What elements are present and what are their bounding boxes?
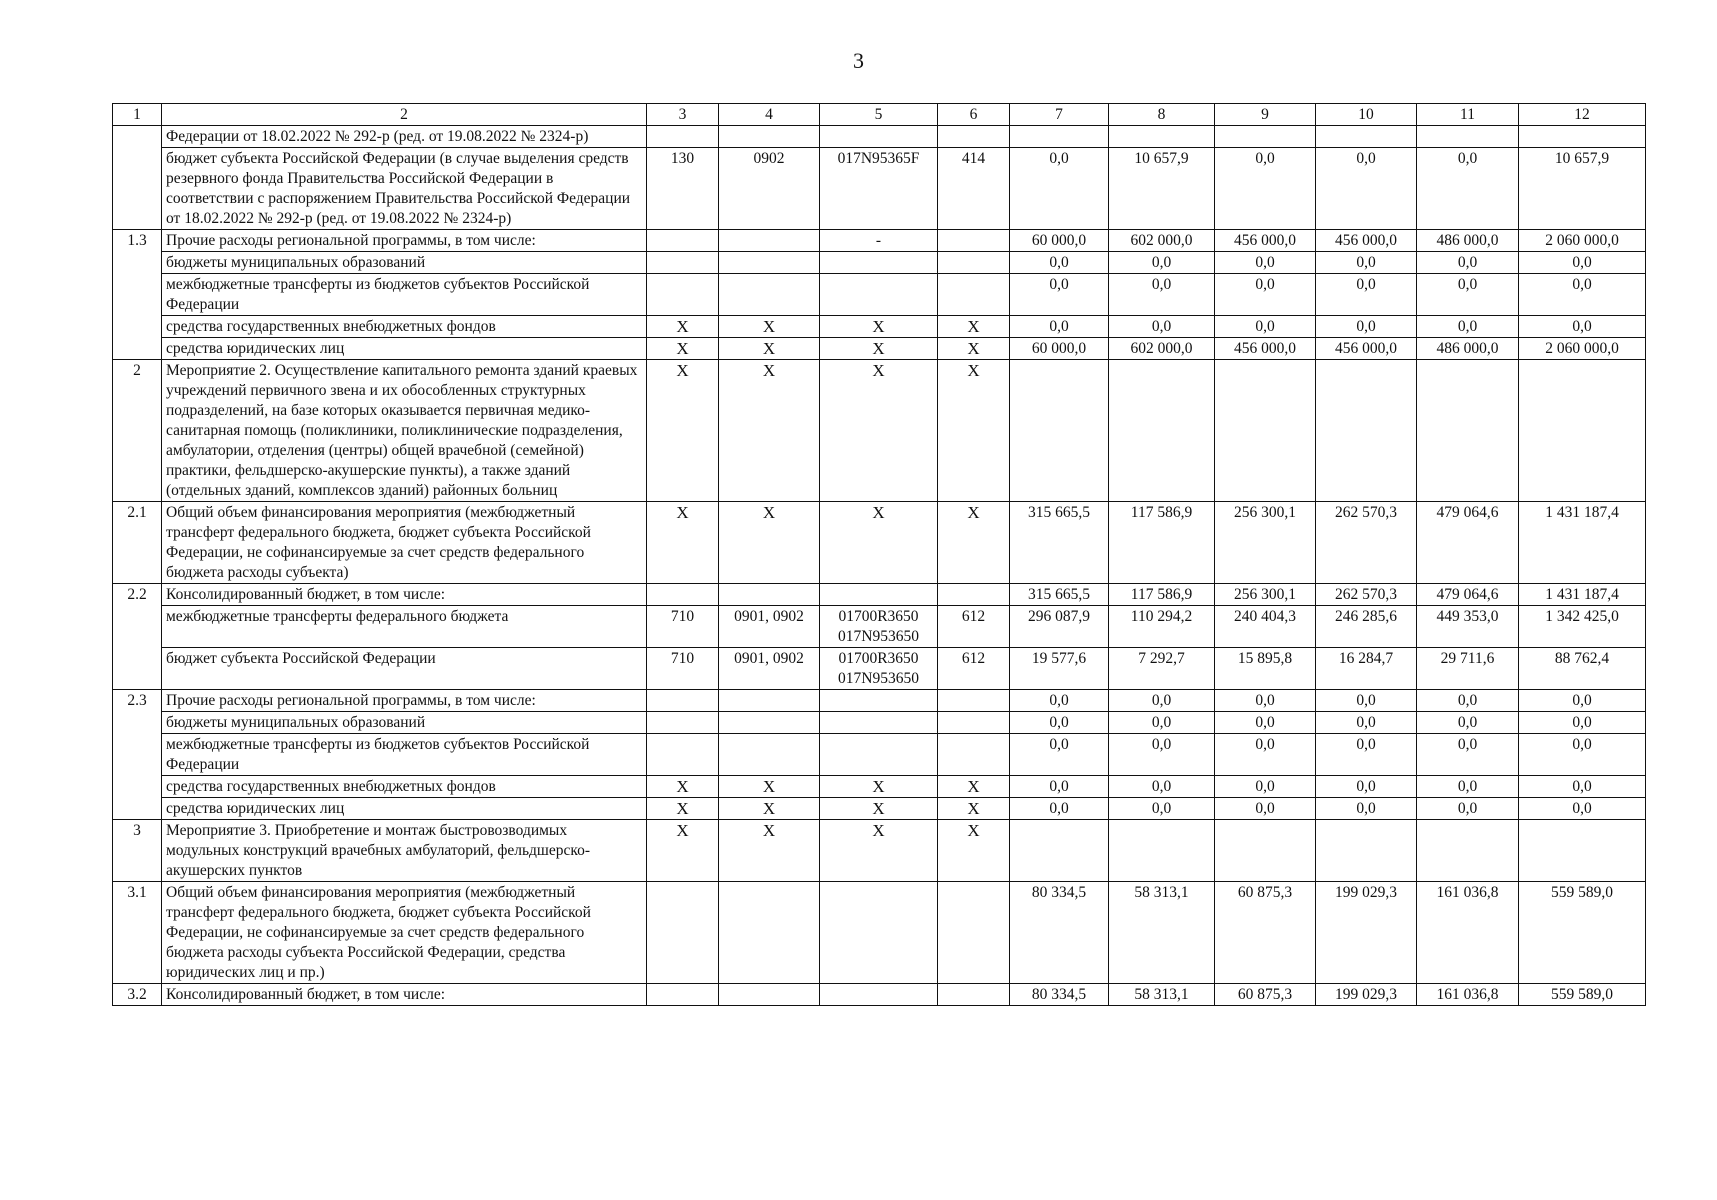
value-cell: 0,0	[1010, 776, 1109, 798]
value-cell: 0,0	[1215, 316, 1316, 338]
row-name-cell: Консолидированный бюджет, в том числе:	[162, 584, 647, 606]
table-header-row	[113, 104, 1646, 126]
value-cell: 0,0	[1519, 798, 1646, 820]
value-cell: 0,0	[1010, 252, 1109, 274]
value-cell: 10 657,9	[1519, 148, 1646, 230]
value-cell: 0,0	[1316, 148, 1417, 230]
value-cell: 0,0	[1215, 776, 1316, 798]
value-cell: 2 060 000,0	[1519, 338, 1646, 360]
table-row	[113, 230, 1646, 252]
value-cell: 0,0	[1109, 690, 1215, 712]
value-cell: 0,0	[1010, 274, 1109, 316]
value-cell: 80 334,5	[1010, 984, 1109, 1006]
value-cell: 315 665,5	[1010, 584, 1109, 606]
value-cell	[1417, 360, 1519, 502]
header-cell: 9	[1215, 104, 1316, 126]
row-number-cell: 2.2	[113, 584, 162, 690]
value-cell	[1215, 360, 1316, 502]
code-cell-c3	[647, 690, 719, 712]
value-cell: 0,0	[1010, 712, 1109, 734]
value-cell: 117 586,9	[1109, 502, 1215, 584]
value-cell: 456 000,0	[1215, 338, 1316, 360]
value-cell: 0,0	[1316, 798, 1417, 820]
code-cell-c4	[719, 584, 820, 606]
row-number-cell: 2.3	[113, 690, 162, 820]
code-cell-c4: X	[719, 502, 820, 584]
header-cell: 6	[938, 104, 1010, 126]
code-cell-c6: X	[938, 338, 1010, 360]
value-cell: 88 762,4	[1519, 648, 1646, 690]
value-cell: 0,0	[1010, 690, 1109, 712]
row-number-cell: 3.1	[113, 882, 162, 984]
row-name-cell: Мероприятие 3. Приобретение и монтаж быстровозводимых модульных конструкций врачебных амбулаторий, фельдшерско-акушерских пунктов	[162, 820, 647, 882]
table-row	[113, 274, 1646, 316]
value-cell: 0,0	[1417, 316, 1519, 338]
code-cell-c5	[820, 712, 938, 734]
code-cell-c4	[719, 274, 820, 316]
value-cell: 0,0	[1215, 798, 1316, 820]
value-cell: 0,0	[1109, 798, 1215, 820]
row-name-cell: межбюджетные трансферты из бюджетов субъектов Российской Федерации	[162, 734, 647, 776]
code-cell-c4: X	[719, 360, 820, 502]
value-cell: 15 895,8	[1215, 648, 1316, 690]
value-cell: 60 875,3	[1215, 984, 1316, 1006]
value-cell: 29 711,6	[1417, 648, 1519, 690]
code-cell-c4: 0901, 0902	[719, 648, 820, 690]
value-cell	[1519, 360, 1646, 502]
value-cell: 161 036,8	[1417, 984, 1519, 1006]
header-cell: 7	[1010, 104, 1109, 126]
code-cell-c6	[938, 126, 1010, 148]
table-row	[113, 648, 1646, 690]
value-cell: 0,0	[1109, 776, 1215, 798]
value-cell: 0,0	[1316, 690, 1417, 712]
code-cell-c6: 612	[938, 648, 1010, 690]
table-row	[113, 606, 1646, 648]
row-name-cell: средства государственных внебюджетных фондов	[162, 316, 647, 338]
table-row	[113, 338, 1646, 360]
code-cell-c4	[719, 882, 820, 984]
header-cell: 10	[1316, 104, 1417, 126]
row-name-cell: межбюджетные трансферты из бюджетов субъектов Российской Федерации	[162, 274, 647, 316]
value-cell: 117 586,9	[1109, 584, 1215, 606]
value-cell: 60 875,3	[1215, 882, 1316, 984]
value-cell: 1 431 187,4	[1519, 584, 1646, 606]
row-name-cell: средства юридических лиц	[162, 338, 647, 360]
value-cell: 0,0	[1109, 274, 1215, 316]
value-cell: 0,0	[1215, 274, 1316, 316]
row-name-cell: Мероприятие 2. Осуществление капитального ремонта зданий краевых учреждений первичного звена и их обособленных структурных подразделений, на базе которых оказывается первичная медико-санитарная помощь (поликлиники, поликлинические подразделения, амбулатории, отделения (центры) общей врачебной (семейной) практики, фельдшерско-акушерские пункты), а также зданий (отдельных зданий, комплексов зданий) районных больниц	[162, 360, 647, 502]
code-cell-c6	[938, 984, 1010, 1006]
value-cell: 0,0	[1215, 148, 1316, 230]
table-row	[113, 776, 1646, 798]
value-cell: 0,0	[1316, 776, 1417, 798]
code-cell-c5	[820, 126, 938, 148]
value-cell: 262 570,3	[1316, 584, 1417, 606]
code-cell-c4	[719, 230, 820, 252]
table-row	[113, 984, 1646, 1006]
row-name-cell: средства государственных внебюджетных фондов	[162, 776, 647, 798]
value-cell	[1417, 820, 1519, 882]
value-cell: 486 000,0	[1417, 230, 1519, 252]
row-name-cell: Общий объем финансирования мероприятия (межбюджетный трансферт федерального бюджета, бюджет субъекта Российской Федерации, не софинансируемые за счет средств федерального бюджета расходы субъекта)	[162, 502, 647, 584]
value-cell: 0,0	[1109, 252, 1215, 274]
value-cell: 559 589,0	[1519, 882, 1646, 984]
table-row	[113, 360, 1646, 502]
code-cell-c6	[938, 734, 1010, 776]
value-cell: 0,0	[1010, 316, 1109, 338]
code-cell-c6	[938, 252, 1010, 274]
value-cell: 0,0	[1215, 690, 1316, 712]
value-cell: 0,0	[1316, 252, 1417, 274]
code-cell-c3	[647, 274, 719, 316]
row-name-cell: Прочие расходы региональной программы, в том числе:	[162, 230, 647, 252]
row-name-cell: бюджет субъекта Российской Федерации (в случае выделения средств резервного фонда Правительства Российской Федерации в соответствии с распоряжением Правительства Российской Федерации от 18.02.2022 № 292-р (ред. от 19.08.2022 № 2324-р)	[162, 148, 647, 230]
row-name-cell: средства юридических лиц	[162, 798, 647, 820]
header-cell: 2	[162, 104, 647, 126]
value-cell: 0,0	[1417, 712, 1519, 734]
value-cell: 479 064,6	[1417, 584, 1519, 606]
code-cell-c5: X	[820, 316, 938, 338]
value-cell: 0,0	[1316, 316, 1417, 338]
value-cell	[1010, 820, 1109, 882]
table-row	[113, 252, 1646, 274]
code-cell-c3	[647, 230, 719, 252]
value-cell: 0,0	[1519, 734, 1646, 776]
code-cell-c4: 0902	[719, 148, 820, 230]
value-cell: 456 000,0	[1316, 230, 1417, 252]
value-cell: 240 404,3	[1215, 606, 1316, 648]
value-cell: 456 000,0	[1215, 230, 1316, 252]
table-row	[113, 316, 1646, 338]
row-name-cell: Консолидированный бюджет, в том числе:	[162, 984, 647, 1006]
code-cell-c4: 0901, 0902	[719, 606, 820, 648]
code-cell-c6	[938, 690, 1010, 712]
value-cell	[1519, 126, 1646, 148]
code-cell-c6: X	[938, 798, 1010, 820]
value-cell	[1215, 126, 1316, 148]
value-cell	[1316, 360, 1417, 502]
code-cell-c5: X	[820, 798, 938, 820]
code-cell-c6: 612	[938, 606, 1010, 648]
value-cell: 602 000,0	[1109, 230, 1215, 252]
value-cell: 80 334,5	[1010, 882, 1109, 984]
code-cell-c6	[938, 882, 1010, 984]
code-cell-c5: X	[820, 360, 938, 502]
value-cell: 0,0	[1417, 734, 1519, 776]
value-cell: 559 589,0	[1519, 984, 1646, 1006]
row-number-cell: 2.1	[113, 502, 162, 584]
page-number: 3	[853, 48, 864, 73]
row-number-cell	[113, 126, 162, 230]
row-number-cell: 3	[113, 820, 162, 882]
row-number-cell: 1.3	[113, 230, 162, 360]
value-cell: 0,0	[1417, 798, 1519, 820]
value-cell	[1215, 820, 1316, 882]
value-cell	[1109, 360, 1215, 502]
code-cell-c3: X	[647, 360, 719, 502]
code-cell-c5	[820, 690, 938, 712]
value-cell: 256 300,1	[1215, 584, 1316, 606]
table-row	[113, 502, 1646, 584]
code-cell-c4	[719, 984, 820, 1006]
value-cell: 0,0	[1109, 712, 1215, 734]
value-cell: 60 000,0	[1010, 338, 1109, 360]
header-cell: 11	[1417, 104, 1519, 126]
code-cell-c6: 414	[938, 148, 1010, 230]
code-cell-c6: X	[938, 502, 1010, 584]
header-cell: 4	[719, 104, 820, 126]
value-cell: 486 000,0	[1417, 338, 1519, 360]
table-row	[113, 126, 1646, 148]
value-cell: 161 036,8	[1417, 882, 1519, 984]
code-cell-c6: X	[938, 820, 1010, 882]
code-cell-c3	[647, 584, 719, 606]
value-cell: 199 029,3	[1316, 882, 1417, 984]
value-cell	[1109, 820, 1215, 882]
header-cell: 8	[1109, 104, 1215, 126]
code-cell-c3: X	[647, 502, 719, 584]
code-cell-c6: X	[938, 316, 1010, 338]
value-cell: 479 064,6	[1417, 502, 1519, 584]
code-cell-c5: 01700R3650 017N953650	[820, 606, 938, 648]
code-cell-c5: X	[820, 502, 938, 584]
value-cell: 0,0	[1109, 734, 1215, 776]
code-cell-c3	[647, 882, 719, 984]
code-cell-c4	[719, 690, 820, 712]
code-cell-c5	[820, 252, 938, 274]
value-cell: 2 060 000,0	[1519, 230, 1646, 252]
code-cell-c4: X	[719, 316, 820, 338]
value-cell: 0,0	[1519, 690, 1646, 712]
value-cell: 58 313,1	[1109, 882, 1215, 984]
code-cell-c6	[938, 584, 1010, 606]
value-cell: 0,0	[1519, 252, 1646, 274]
row-name-cell: бюджеты муниципальных образований	[162, 252, 647, 274]
value-cell: 0,0	[1215, 252, 1316, 274]
code-cell-c3	[647, 984, 719, 1006]
code-cell-c4: X	[719, 338, 820, 360]
code-cell-c3: X	[647, 776, 719, 798]
value-cell: 0,0	[1417, 776, 1519, 798]
value-cell: 0,0	[1417, 148, 1519, 230]
code-cell-c6	[938, 274, 1010, 316]
value-cell: 7 292,7	[1109, 648, 1215, 690]
value-cell: 0,0	[1215, 712, 1316, 734]
value-cell: 1 431 187,4	[1519, 502, 1646, 584]
value-cell: 0,0	[1109, 316, 1215, 338]
code-cell-c5	[820, 882, 938, 984]
value-cell: 602 000,0	[1109, 338, 1215, 360]
table-row	[113, 690, 1646, 712]
value-cell: 110 294,2	[1109, 606, 1215, 648]
row-number-cell: 3.2	[113, 984, 162, 1006]
table-row	[113, 584, 1646, 606]
table-row	[113, 148, 1646, 230]
value-cell: 0,0	[1010, 734, 1109, 776]
table-row	[113, 820, 1646, 882]
code-cell-c6	[938, 712, 1010, 734]
code-cell-c4: X	[719, 820, 820, 882]
value-cell: 0,0	[1316, 734, 1417, 776]
value-cell: 0,0	[1417, 252, 1519, 274]
code-cell-c5: 01700R3650 017N953650	[820, 648, 938, 690]
table-row	[113, 734, 1646, 776]
value-cell: 0,0	[1519, 316, 1646, 338]
value-cell: 262 570,3	[1316, 502, 1417, 584]
value-cell: 246 285,6	[1316, 606, 1417, 648]
value-cell: 0,0	[1519, 712, 1646, 734]
code-cell-c4: X	[719, 776, 820, 798]
table-row	[113, 882, 1646, 984]
code-cell-c4	[719, 126, 820, 148]
value-cell: 0,0	[1215, 734, 1316, 776]
value-cell: 0,0	[1417, 274, 1519, 316]
code-cell-c5	[820, 274, 938, 316]
row-name-cell: Общий объем финансирования мероприятия (межбюджетный трансферт федерального бюджета, бюджет субъекта Российской Федерации, не софинансируемые за счет средств федерального бюджета расходы субъекта Российской Федерации, средства юридических лиц и пр.)	[162, 882, 647, 984]
value-cell	[1519, 820, 1646, 882]
header-cell: 5	[820, 104, 938, 126]
code-cell-c3	[647, 252, 719, 274]
code-cell-c6: X	[938, 776, 1010, 798]
code-cell-c3	[647, 734, 719, 776]
value-cell	[1010, 360, 1109, 502]
value-cell: 0,0	[1316, 712, 1417, 734]
value-cell: 0,0	[1010, 148, 1109, 230]
code-cell-c5	[820, 584, 938, 606]
code-cell-c3: 130	[647, 148, 719, 230]
value-cell: 456 000,0	[1316, 338, 1417, 360]
code-cell-c3: X	[647, 338, 719, 360]
code-cell-c5	[820, 734, 938, 776]
value-cell: 1 342 425,0	[1519, 606, 1646, 648]
value-cell	[1010, 126, 1109, 148]
code-cell-c3	[647, 126, 719, 148]
code-cell-c6: X	[938, 360, 1010, 502]
code-cell-c5	[820, 984, 938, 1006]
value-cell	[1316, 820, 1417, 882]
value-cell: 0,0	[1417, 690, 1519, 712]
code-cell-c4: X	[719, 798, 820, 820]
row-number-cell: 2	[113, 360, 162, 502]
value-cell	[1417, 126, 1519, 148]
code-cell-c3: 710	[647, 606, 719, 648]
code-cell-c4	[719, 712, 820, 734]
code-cell-c5: X	[820, 776, 938, 798]
value-cell: 0,0	[1519, 776, 1646, 798]
table-row	[113, 712, 1646, 734]
code-cell-c3: X	[647, 798, 719, 820]
value-cell: 256 300,1	[1215, 502, 1316, 584]
row-name-cell: бюджет субъекта Российской Федерации	[162, 648, 647, 690]
code-cell-c3: X	[647, 316, 719, 338]
code-cell-c5: -	[820, 230, 938, 252]
code-cell-c3: X	[647, 820, 719, 882]
row-name-cell: Федерации от 18.02.2022 № 292-р (ред. от 19.08.2022 № 2324-р)	[162, 126, 647, 148]
code-cell-c5: X	[820, 820, 938, 882]
value-cell: 315 665,5	[1010, 502, 1109, 584]
value-cell: 296 087,9	[1010, 606, 1109, 648]
value-cell: 0,0	[1010, 798, 1109, 820]
value-cell: 449 353,0	[1417, 606, 1519, 648]
row-name-cell: бюджеты муниципальных образований	[162, 712, 647, 734]
value-cell	[1316, 126, 1417, 148]
budget-table	[112, 103, 1646, 1006]
value-cell: 10 657,9	[1109, 148, 1215, 230]
row-name-cell: Прочие расходы региональной программы, в том числе:	[162, 690, 647, 712]
row-name-cell: межбюджетные трансферты федерального бюджета	[162, 606, 647, 648]
value-cell: 60 000,0	[1010, 230, 1109, 252]
value-cell: 0,0	[1316, 274, 1417, 316]
value-cell: 19 577,6	[1010, 648, 1109, 690]
code-cell-c3	[647, 712, 719, 734]
value-cell	[1109, 126, 1215, 148]
header-cell: 1	[113, 104, 162, 126]
code-cell-c4	[719, 734, 820, 776]
code-cell-c6	[938, 230, 1010, 252]
code-cell-c5: X	[820, 338, 938, 360]
code-cell-c5: 017N95365F	[820, 148, 938, 230]
code-cell-c3: 710	[647, 648, 719, 690]
value-cell: 0,0	[1519, 274, 1646, 316]
value-cell: 199 029,3	[1316, 984, 1417, 1006]
table-row	[113, 798, 1646, 820]
code-cell-c4	[719, 252, 820, 274]
value-cell: 58 313,1	[1109, 984, 1215, 1006]
header-cell: 12	[1519, 104, 1646, 126]
header-cell: 3	[647, 104, 719, 126]
value-cell: 16 284,7	[1316, 648, 1417, 690]
